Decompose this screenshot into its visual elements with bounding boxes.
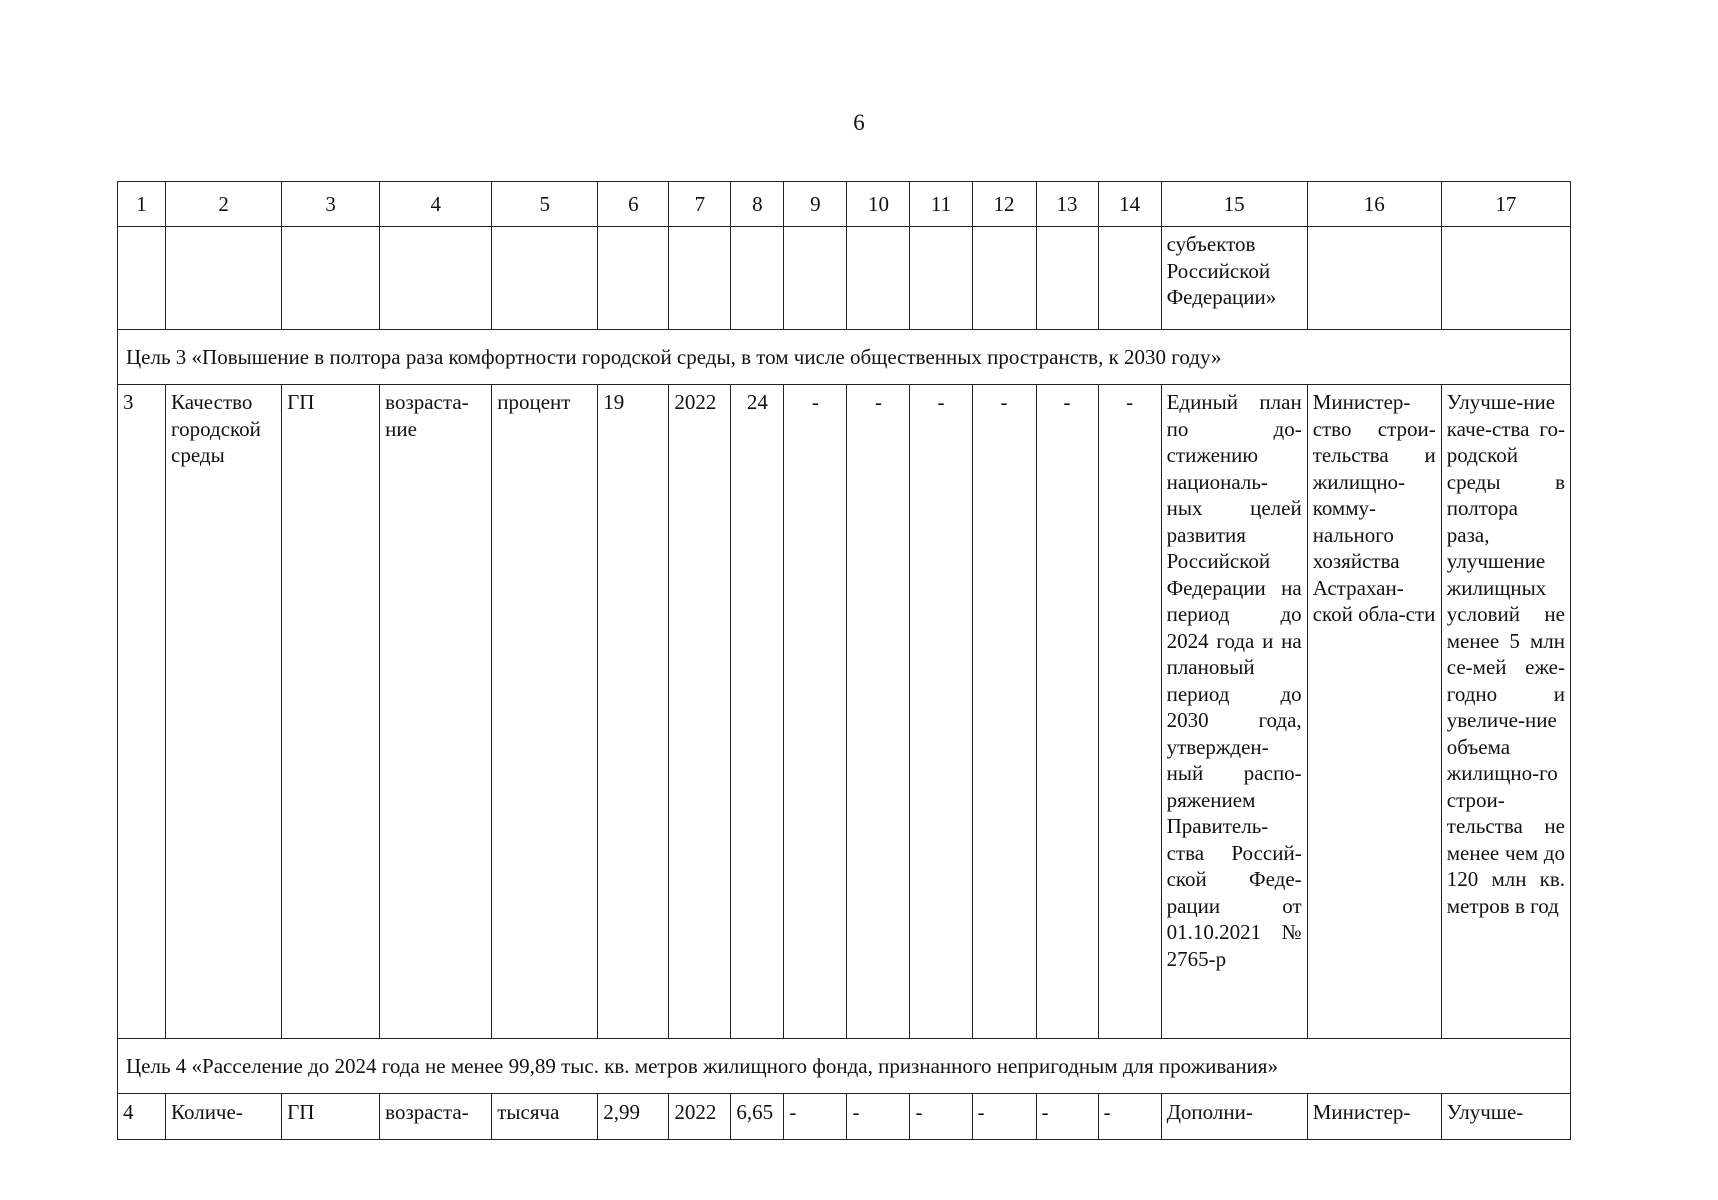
national-goal-cell: Улучше-ние каче-ства го-родской среды в полтора раза, улучшение жилищных условий не менее 5 млн се-мей еже-годно и увеличе-ние объема жилищно-го строи-тельства не менее чем до 120 млн кв. метров в год bbox=[1441, 385, 1570, 1039]
value-cell: - bbox=[972, 385, 1036, 1039]
column-number-row bbox=[118, 182, 1571, 227]
column-number: 10 bbox=[847, 182, 910, 227]
column-number: 4 bbox=[380, 182, 492, 227]
goal-3-heading: Цель 3 «Повышение в полтора раза комфортности городской среды, в том числе общественных пространств, к 2030 году» bbox=[118, 330, 1571, 385]
table-cell bbox=[972, 227, 1036, 330]
column-number: 15 bbox=[1161, 182, 1307, 227]
source-document-cell: Единый план по до-стижению националь-ных целей развития Российской Федерации на период до 2024 года и на плановый период до 2030 года, утвержден-ный распо-ряжением Правитель-ства Россий-ской Феде-рации от 01.10.2021 № 2765-р bbox=[1161, 385, 1307, 1039]
goal-row bbox=[118, 330, 1571, 385]
column-number: 5 bbox=[492, 182, 598, 227]
trend-cell: возраста- ние bbox=[380, 385, 492, 1039]
table-cell bbox=[669, 227, 731, 330]
base-value-cell: 2,99 bbox=[598, 1094, 669, 1140]
trend-cell: возраста- bbox=[380, 1094, 492, 1140]
responsible-cell: Министер- bbox=[1307, 1094, 1441, 1140]
value-cell: - bbox=[1098, 1094, 1161, 1140]
base-value-cell: 19 bbox=[598, 385, 669, 1039]
table-cell bbox=[1307, 227, 1441, 330]
source-document-cell: Дополни- bbox=[1161, 1094, 1307, 1140]
row-number-cell: 4 bbox=[118, 1094, 166, 1140]
base-year-cell: 2022 bbox=[669, 1094, 731, 1140]
value-cell: - bbox=[847, 1094, 910, 1140]
value-cell: 6,65 bbox=[731, 1094, 784, 1140]
column-number: 3 bbox=[282, 182, 380, 227]
column-number: 17 bbox=[1441, 182, 1570, 227]
responsible-cell: Министер-ство строи-тельства и жилищно-комму-нального хозяйства Астрахан-ской обла-сти bbox=[1307, 385, 1441, 1039]
indicator-name-cell: Количе- bbox=[166, 1094, 282, 1140]
table-cell bbox=[1441, 227, 1570, 330]
table-cell bbox=[380, 227, 492, 330]
column-number: 12 bbox=[972, 182, 1036, 227]
table-cell bbox=[910, 227, 972, 330]
table-cell bbox=[282, 227, 380, 330]
table-cell bbox=[166, 227, 282, 330]
column-number: 9 bbox=[784, 182, 847, 227]
column-number: 14 bbox=[1098, 182, 1161, 227]
column-number: 8 bbox=[731, 182, 784, 227]
table-cell bbox=[784, 227, 847, 330]
unit-cell: тысяча bbox=[492, 1094, 598, 1140]
table-cell bbox=[731, 227, 784, 330]
level-cell: ГП bbox=[282, 385, 380, 1039]
table-row bbox=[118, 385, 1571, 1039]
national-goal-cell: Улучше- bbox=[1441, 1094, 1570, 1140]
value-cell: - bbox=[1098, 385, 1161, 1039]
value-cell: - bbox=[1036, 385, 1098, 1039]
value-cell: 24 bbox=[731, 385, 784, 1039]
table-cell bbox=[598, 227, 669, 330]
indicators-table bbox=[117, 181, 1571, 1140]
indicator-name-cell: Качество городской среды bbox=[166, 385, 282, 1039]
column-number: 6 bbox=[598, 182, 669, 227]
value-cell: - bbox=[784, 1094, 847, 1140]
value-cell: - bbox=[910, 1094, 972, 1140]
base-year-cell: 2022 bbox=[669, 385, 731, 1039]
row-number-cell: 3 bbox=[118, 385, 166, 1039]
source-document-cell: субъектов Российской Федерации» bbox=[1161, 227, 1307, 330]
goal-row bbox=[118, 1039, 1571, 1094]
column-number: 11 bbox=[910, 182, 972, 227]
value-cell: - bbox=[847, 385, 910, 1039]
table-cell bbox=[118, 227, 166, 330]
continuation-row bbox=[118, 227, 1571, 330]
table-cell bbox=[492, 227, 598, 330]
table-cell bbox=[1036, 227, 1098, 330]
column-number: 16 bbox=[1307, 182, 1441, 227]
goal-4-heading: Цель 4 «Расселение до 2024 года не менее 99,89 тыс. кв. метров жилищного фонда, признанного непригодным для проживания» bbox=[118, 1039, 1571, 1094]
value-cell: - bbox=[972, 1094, 1036, 1140]
column-number: 2 bbox=[166, 182, 282, 227]
table-row bbox=[118, 1094, 1571, 1140]
page-number: 6 bbox=[853, 110, 865, 135]
table-cell bbox=[1098, 227, 1161, 330]
column-number: 1 bbox=[118, 182, 166, 227]
value-cell: - bbox=[1036, 1094, 1098, 1140]
value-cell: - bbox=[910, 385, 972, 1039]
level-cell: ГП bbox=[282, 1094, 380, 1140]
column-number: 7 bbox=[669, 182, 731, 227]
unit-cell: процент bbox=[492, 385, 598, 1039]
value-cell: - bbox=[784, 385, 847, 1039]
table-cell bbox=[847, 227, 910, 330]
column-number: 13 bbox=[1036, 182, 1098, 227]
